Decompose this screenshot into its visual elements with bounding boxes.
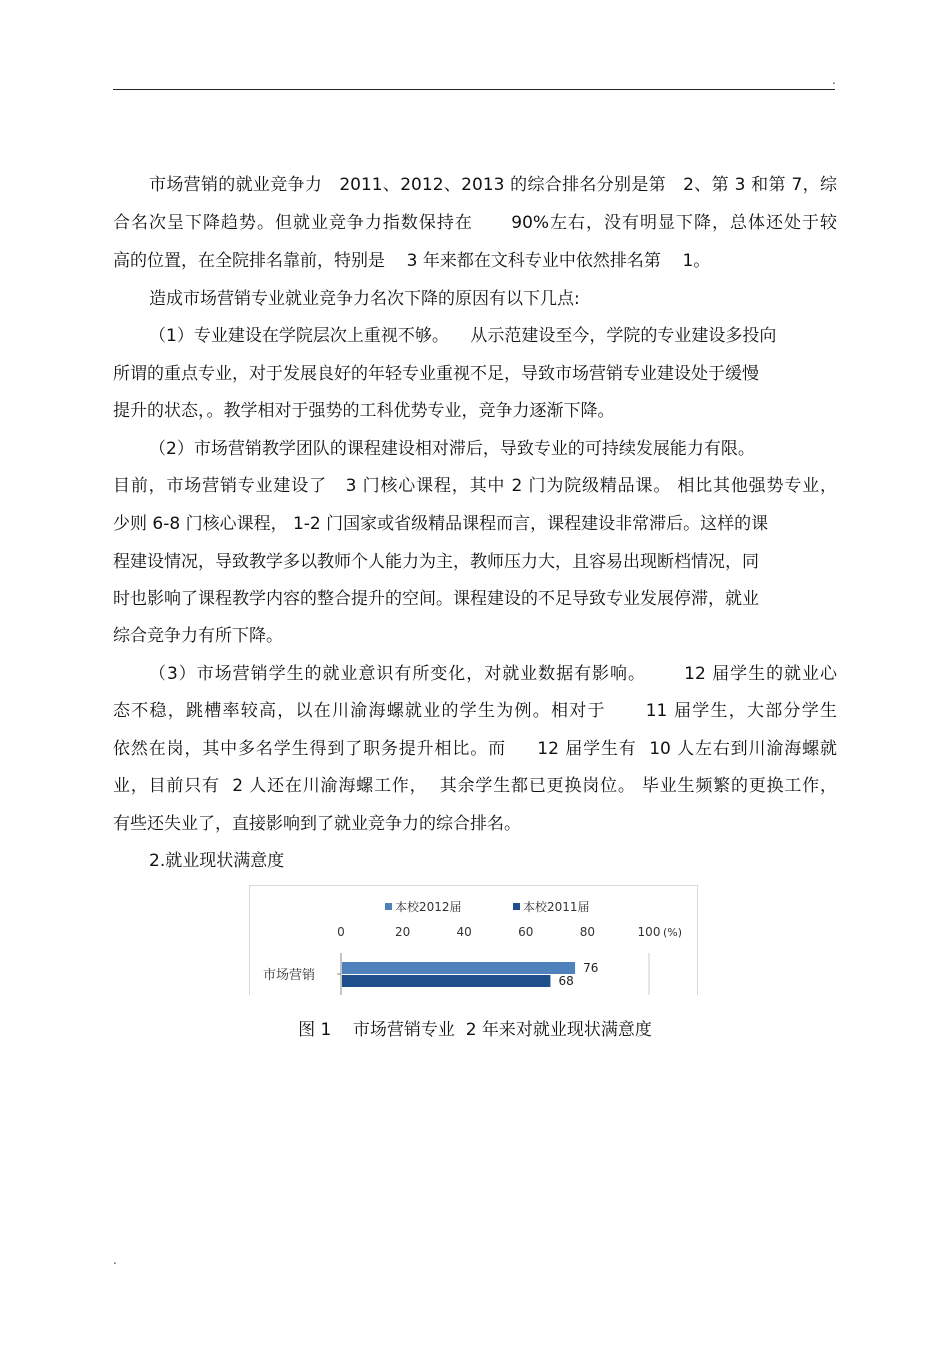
header-rule [113,89,835,90]
body-line: 少则 6-8 门核心课程， 1-2 门国家或省级精品课程而言，课程建设非常滞后。这样的课 [113,514,769,534]
body-line: 依然在岗，其中多名学生得到了职务提升相比。而 12 届学生有 10 人左右到川渝海螺就 [113,739,837,759]
satisfaction-chart [249,885,698,995]
figure-caption: 图 1 市场营销专业 2 年来对就业现状满意度 [298,1020,652,1040]
legend-label: 本校2012届 [395,900,462,914]
body-line: 提升的状态，。教学相对于强势的工科优势专业，竞争力逐渐下降。 [113,401,615,421]
body-line: 2.就业现状满意度 [149,851,285,871]
data-label: 68 [558,974,574,988]
body-line: 程建设情况，导致教学多以教师个人能力为主，教师压力大，且容易出现断档情况，同 [113,552,759,572]
body-line: 高的位置，在全院排名靠前，特别是 3 年来都在文科专业中依然排名第 1。 [113,251,711,271]
body-line: 造成市场营销专业就业竞争力名次下降的原因有以下几点: [149,289,580,309]
body-line: 综合竞争力有所下降。 [113,626,283,646]
x-tick-label: 60 [518,925,534,939]
body-line: （1）专业建设在学院层次上重视不够。 从示范建设至今，学院的专业建设多投向 [149,326,777,346]
x-tick-label: 20 [394,925,411,939]
body-line: 时也影响了课程教学内容的整合提升的空间。课程建设的不足导致专业发展停滞，就业 [113,589,759,609]
legend-swatch [513,903,520,910]
body-line: 目前，市场营销专业建设了 3 门核心课程，其中 2 门为院级精品课。 相比其他强势专业， [113,476,837,496]
chart-svg [249,885,698,995]
body-line: 业，目前只有 2 人还在川渝海螺工作， 其余学生都已更换岗位。 毕业生频繁的更换工作， [113,776,837,796]
legend-label: 本校2011届 [523,900,590,914]
bar-2011 [342,975,550,987]
x-tick-label: 100 [637,925,661,939]
category-label: 市场营销 [263,968,316,983]
x-tick-label: 80 [579,925,596,939]
body-line: 所谓的重点专业，对于发展良好的年轻专业重视不足，导致市场营销专业建设处于缓慢 [113,364,759,384]
legend-swatch [385,903,392,910]
footer-mark: . [113,1253,117,1267]
body-line: （2）市场营销教学团队的课程建设相对滞后，导致专业的可持续发展能力有限。 [149,439,755,459]
data-label: 76 [583,961,599,975]
header-mark: . [832,73,836,87]
x-tick-label: 40 [456,925,472,939]
x-tick-label: 0 [337,925,345,939]
body-line: 有些还失业了，直接影响到了就业竞争力的综合排名。 [113,814,521,834]
body-line: 市场营销的就业竞争力 2011、2012、2013 的综合排名分别是第 2、第 3 和第 7，综 [149,175,837,195]
body-line: 态不稳，跳槽率较高，以在川渝海螺就业的学生为例。相对于 11 届学生，大部分学生 [113,701,837,721]
body-line: （3）市场营销学生的就业意识有所变化，对就业数据有影响。 12 届学生的就业心 [149,664,837,684]
x-unit-label: (%) [663,926,683,939]
bar-2012 [342,962,575,974]
body-line: 合名次呈下降趋势。但就业竞争力指数保持在 90%左右，没有明显下降，总体还处于较 [113,213,837,233]
